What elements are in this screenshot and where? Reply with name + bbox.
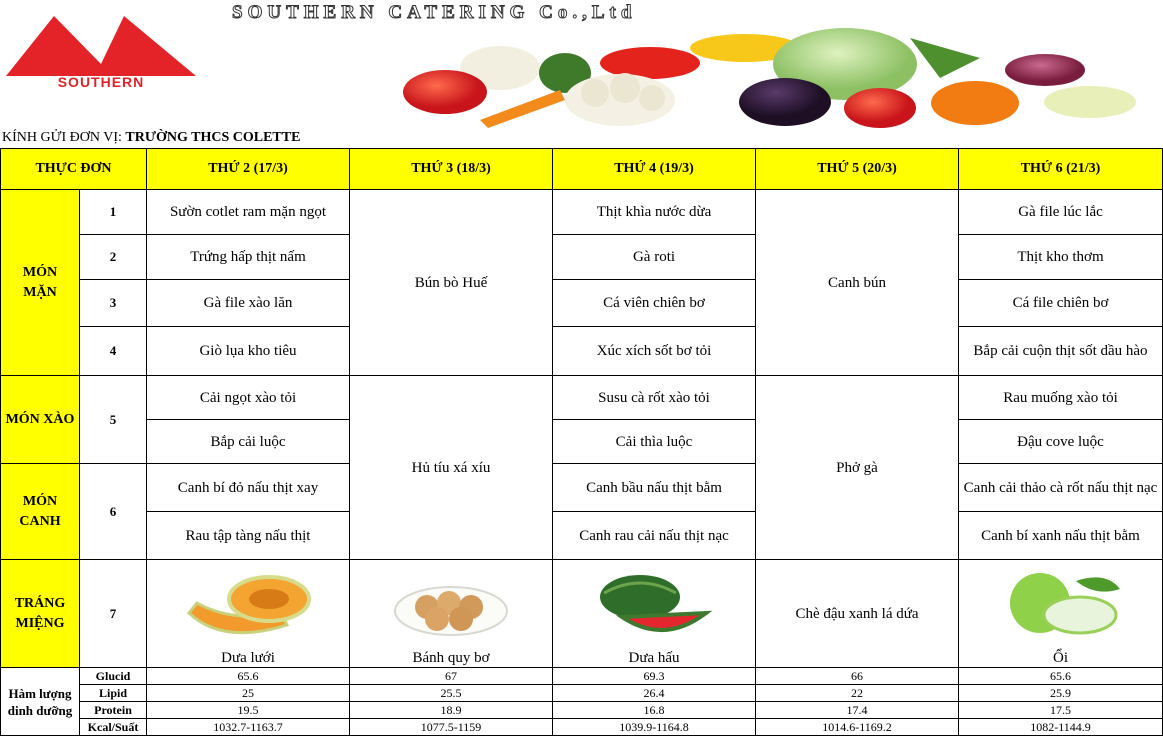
dish-cell: Canh bún — [756, 190, 959, 376]
mountain-logo-icon — [6, 14, 196, 76]
melon-image — [183, 573, 313, 637]
nutrition-label: Protein — [80, 702, 147, 719]
dish-cell: Bắp cải cuộn thịt sốt dầu hào — [959, 327, 1163, 376]
nutrition-value: 67 — [350, 668, 553, 685]
day-header-fri: THỨ 6 (21/3) — [959, 149, 1163, 190]
nutrition-row-glucid — [1, 668, 1163, 685]
nutrition-label: Kcal/Suất — [80, 719, 147, 736]
dish-cell: Cá viên chiên bơ — [553, 280, 756, 327]
dessert-cell — [959, 560, 1163, 668]
table-row — [1, 512, 1163, 560]
dish-cell: Canh bí xanh nấu thịt bằm — [959, 512, 1163, 560]
nutrition-label: Lipid — [80, 685, 147, 702]
nutrition-value: 19.5 — [147, 702, 350, 719]
dish-cell: Trứng hấp thịt nấm — [147, 235, 350, 280]
watermelon-image — [594, 573, 714, 637]
company-name: SOUTHERN CATERING Co.,Ltd — [232, 2, 637, 23]
table-row — [1, 376, 1163, 420]
table-row — [1, 235, 1163, 280]
dish-cell: Hủ tíu xá xíu — [350, 376, 553, 560]
nutrition-row-protein — [1, 702, 1163, 719]
dish-cell: Sườn cotlet ram mặn ngọt — [147, 190, 350, 235]
menu-table — [0, 148, 1163, 668]
nutrition-value: 65.6 — [147, 668, 350, 685]
dish-cell: Giò lụa kho tiêu — [147, 327, 350, 376]
logo-text: SOUTHERN — [57, 74, 145, 90]
dish-cell: Cá file chiên bơ — [959, 280, 1163, 327]
dish-cell: Phở gà — [756, 376, 959, 560]
dish-cell: Canh bí đỏ nấu thịt xay — [147, 464, 350, 512]
nutrition-value: 26.4 — [553, 685, 756, 702]
nutrition-value: 1077.5-1159 — [350, 719, 553, 736]
header-row — [1, 149, 1163, 190]
dish-cell: Rau muống xào tỏi — [959, 376, 1163, 420]
nutrition-row-lipid — [1, 685, 1163, 702]
dessert-label: Bánh quy bơ — [412, 650, 490, 666]
table-row — [1, 464, 1163, 512]
nutrition-value: 22 — [756, 685, 959, 702]
dish-cell: Đậu cove luộc — [959, 420, 1163, 464]
guava-image — [996, 571, 1126, 637]
dish-cell: Canh rau cải nấu thịt nạc — [553, 512, 756, 560]
dish-cell: Cải ngọt xào tỏi — [147, 376, 350, 420]
dish-cell: Rau tập tàng nấu thịt — [147, 512, 350, 560]
row-number: 3 — [80, 280, 147, 327]
table-row — [1, 280, 1163, 327]
row-number: 4 — [80, 327, 147, 376]
row-number: 6 — [80, 464, 147, 560]
nutrition-row-kcal — [1, 719, 1163, 736]
category-trang-mieng: TRÁNG MIỆNG — [1, 560, 80, 668]
nutrition-value: 25 — [147, 685, 350, 702]
nutrition-table — [0, 667, 1163, 736]
table-row — [1, 327, 1163, 376]
dessert-label: Dưa hấu — [628, 650, 680, 666]
row-number: 1 — [80, 190, 147, 235]
day-header-tue: THỨ 3 (18/3) — [350, 149, 553, 190]
dish-cell: Xúc xích sốt bơ tỏi — [553, 327, 756, 376]
nutrition-label: Glucid — [80, 668, 147, 685]
day-header-mon: THỨ 2 (17/3) — [147, 149, 350, 190]
nutrition-value: 25.9 — [959, 685, 1163, 702]
category-mon-xao: MÓN XÀO — [1, 376, 80, 464]
dish-cell: Gà file lúc lắc — [959, 190, 1163, 235]
dessert-label: Dưa lưới — [221, 650, 275, 666]
dish-cell: Bún bò Huế — [350, 190, 553, 376]
dessert-cell — [553, 560, 756, 668]
nutrition-value: 18.9 — [350, 702, 553, 719]
dessert-label: Ổi — [1053, 650, 1068, 666]
dessert-cell — [147, 560, 350, 668]
dish-cell: Bắp cải luộc — [147, 420, 350, 464]
recipient-line — [2, 130, 300, 146]
dessert-row — [1, 560, 1163, 668]
company-logo — [6, 14, 196, 90]
table-row — [1, 420, 1163, 464]
row-number: 2 — [80, 235, 147, 280]
dessert-cell — [350, 560, 553, 668]
nutrition-value: 69.3 — [553, 668, 756, 685]
nutrition-value: 17.5 — [959, 702, 1163, 719]
nutrition-value: 1014.6-1169.2 — [756, 719, 959, 736]
recipient-name: TRƯỜNG THCS COLETTE — [125, 130, 301, 145]
nutrition-value: 25.5 — [350, 685, 553, 702]
nutrition-value: 66 — [756, 668, 959, 685]
day-header-thu: THỨ 5 (20/3) — [756, 149, 959, 190]
category-mon-man: MÓN MẶN — [1, 190, 80, 376]
nutrition-value: 17.4 — [756, 702, 959, 719]
dish-cell: Canh cải thảo cà rốt nấu thịt nạc — [959, 464, 1163, 512]
nutrition-value: 1032.7-1163.7 — [147, 719, 350, 736]
nutrition-value: 1082-1144.9 — [959, 719, 1163, 736]
nutrition-value: 1039.9-1164.8 — [553, 719, 756, 736]
row-number: 7 — [80, 560, 147, 668]
nutrition-title: Hàm lượng dinh dưỡng — [1, 668, 80, 736]
nutrition-value: 16.8 — [553, 702, 756, 719]
dish-cell: Canh bầu nấu thịt bằm — [553, 464, 756, 512]
dish-cell: Thịt khìa nước dừa — [553, 190, 756, 235]
butter-cookies-image — [391, 577, 511, 637]
dish-cell: Gà file xào lăn — [147, 280, 350, 327]
dish-cell: Cải thìa luộc — [553, 420, 756, 464]
row-number: 5 — [80, 376, 147, 464]
table-row — [1, 190, 1163, 235]
category-mon-canh: MÓN CANH — [1, 464, 80, 560]
dish-cell: Thịt kho thơm — [959, 235, 1163, 280]
menu-corner-header: THỰC ĐƠN — [1, 149, 147, 190]
nutrition-value: 65.6 — [959, 668, 1163, 685]
dish-cell: Gà roti — [553, 235, 756, 280]
recipient-label: KÍNH GỬI ĐƠN VỊ: — [2, 130, 122, 145]
dish-cell: Susu cà rốt xào tỏi — [553, 376, 756, 420]
day-header-wed: THỨ 4 (19/3) — [553, 149, 756, 190]
vegetables-banner-image — [400, 28, 1150, 132]
dessert-cell: Chè đậu xanh lá dứa — [756, 560, 959, 668]
